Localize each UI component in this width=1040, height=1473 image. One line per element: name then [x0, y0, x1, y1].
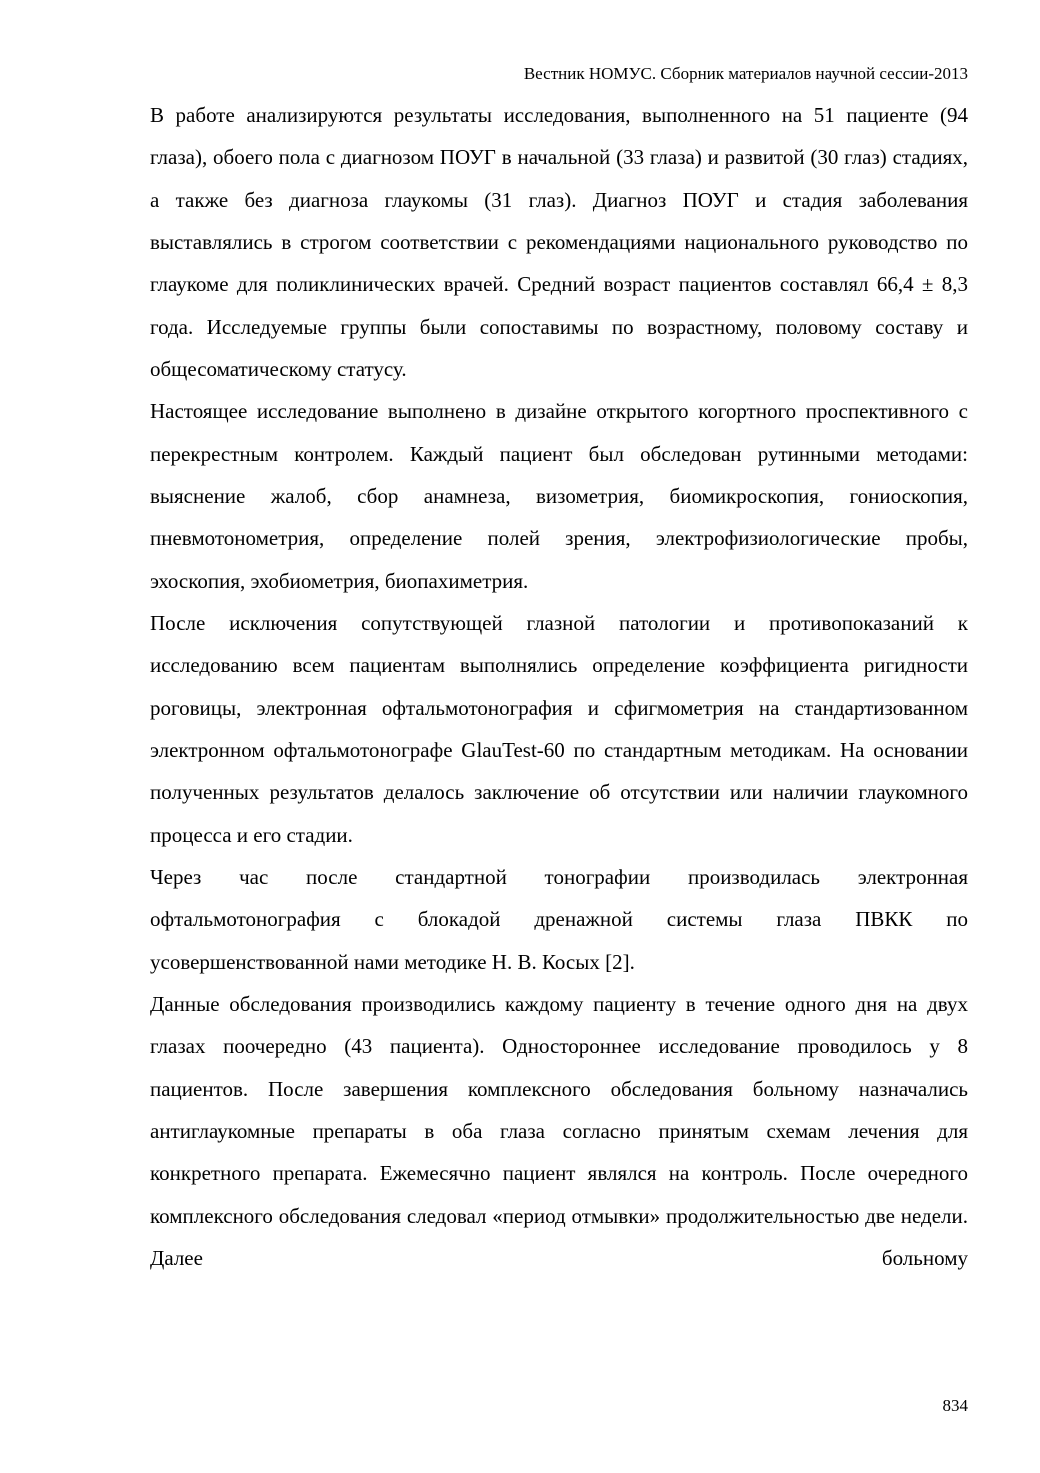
running-header: Вестник НОМУС. Сборник материалов научной сессии-2013 — [523, 64, 968, 83]
article-body — [150, 94, 968, 1279]
paragraph-examination-methods: После исключения сопутствующей глазной патологии и противопоказаний к исследованию всем пациентам выполнялись определение коэффициента ригидности роговицы, электронная офтальмотонография и сфигмометрия на стандартизованном электронном офтальмотонографе GlauTest-60 по стандартным методикам. На основании полученных результатов делалось заключение об отсутствии или наличии глаукомного процесса и его стадии. — [150, 610, 968, 847]
paragraph-study-design: Настоящее исследование выполнено в дизайне открытого когортного проспективного с перекрестным контролем. Каждый пациент был обследован рутинными методами: выяснение жалоб, сбор анамнеза, визометрия, биомикроскопия, гониоскопия, пневмотонометрия, определение полей зрения, электрофизиологические пробы, эхоскопия, эхобиометрия, биопахиметрия. — [150, 399, 968, 593]
paragraph-study-groups: В работе анализируются результаты исследования, выполненного на 51 пациенте (94 глаза), обоего пола с диагнозом ПОУГ в начальной (33 глаза) и развитой (30 глаз) стадиях, а также без диагноза глаукомы (31 глаз). Диагноз ПОУГ и стадия заболевания выставлялись в строгом соответствии с рекомендациями национального руководство по глаукоме для поликлинических врачей. Средний возраст пациентов составлял 66,4 ± 8,3 года. Исследуемые группы были сопоставимы по возрастному, половому составу и общесоматическому статусу. — [150, 103, 968, 381]
page-number: 834 — [942, 1396, 968, 1415]
paragraph-tonography: Через час после стандартной тонографии производилась электронная офтальмотонография с блокадой дренажной системы глаза ПВКК по усовершенствованной нами методике Н. В. Косых [2]. — [150, 864, 968, 974]
paragraph-treatment-protocol: Данные обследования производились каждому пациенту в течение одного дня на двух глазах поочередно (43 пациента). Одностороннее исследование проводилось у 8 пациентов. После завершения комплексного обследования больному назначались антиглаукомные препараты в оба глаза согласно принятым схемам лечения для конкретного препарата. Ежемесячно пациент являлся на контроль. После очередного комплексного обследования следовал «период отмывки» продолжительностью две недели. Далее больному — [150, 991, 968, 1270]
